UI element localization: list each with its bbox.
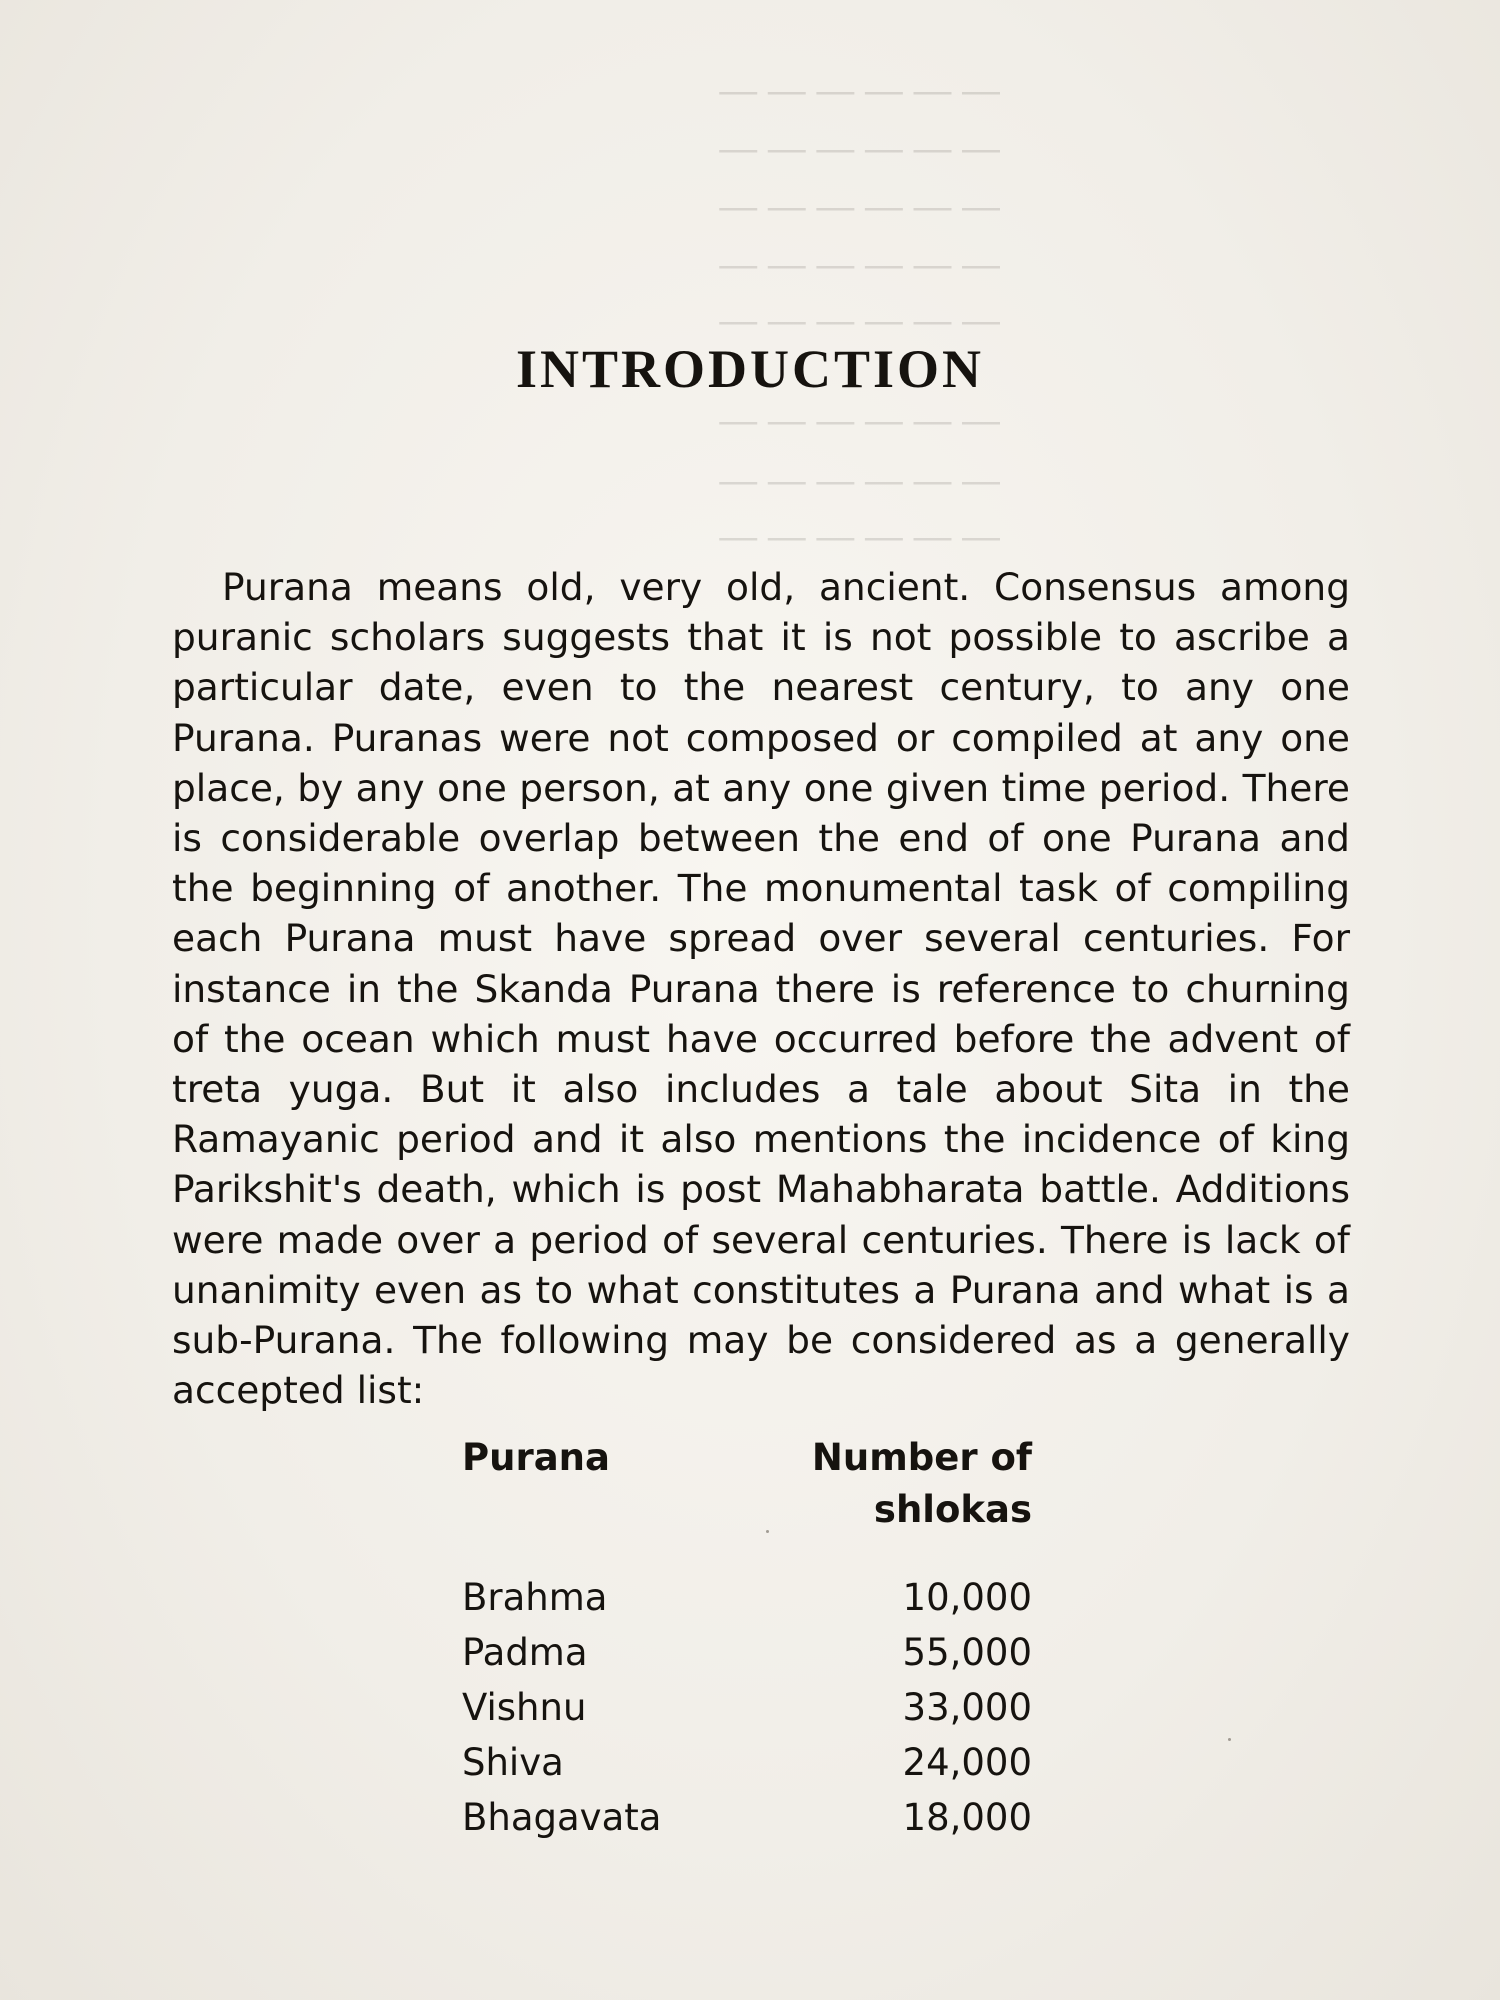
- table-row: [462, 1680, 1032, 1735]
- table-row: [462, 1735, 1032, 1790]
- bleed-through-decoration: — — — — — — — — — — — — — — — — — — — — — — — — — — — — — — — — — — — — — — — — — — — — — — — —: [719, 70, 1000, 558]
- purana-name: Bhagavata: [462, 1796, 662, 1839]
- table-header-row: [462, 1432, 1032, 1570]
- shloka-count: 18,000: [902, 1796, 1032, 1839]
- shloka-count: 10,000: [902, 1576, 1032, 1619]
- paper-speck: [766, 1530, 769, 1533]
- page-title: INTRODUCTION: [515, 339, 985, 399]
- purana-name: Shiva: [462, 1741, 564, 1784]
- purana-name: Padma: [462, 1631, 588, 1674]
- header-number-of-shlokas: Number of shlokas: [811, 1436, 1032, 1531]
- shloka-count: 55,000: [902, 1631, 1032, 1674]
- purana-name: Vishnu: [462, 1686, 587, 1729]
- purana-table: [462, 1432, 1032, 1845]
- table-row: [462, 1625, 1032, 1680]
- paper-speck: [1228, 1738, 1231, 1741]
- shloka-count: 24,000: [902, 1741, 1032, 1784]
- shloka-count: 33,000: [902, 1686, 1032, 1729]
- introduction-paragraph: Purana means old, very old, ancient. Consensus among puranic scholars suggests that it is not possible to ascribe a particular date, even to the nearest century, to any one Purana. Puranas were not composed or compiled at any one place, by any one person, at any one given time period. There is considerable overlap between the end of one Purana and the beginning of another. The monumental task of compiling each Purana must have spread over several centuries. For instance in the Skanda Purana there is reference to churning of the ocean which must have occurred before the advent of treta yuga. But it also includes a tale about Sita in the Ramayanic period and it also mentions the incidence of king Parikshit's death, which is post Mahabharata battle. Additions were made over a period of several centuries. There is lack of unanimity even as to what constitutes a Purana and what is a sub-Purana. The following may be considered as a generally accepted list:: [172, 565, 1350, 1413]
- table-row: [462, 1570, 1032, 1625]
- purana-name: Brahma: [462, 1576, 608, 1619]
- table-row: [462, 1790, 1032, 1845]
- header-purana: Purana: [462, 1436, 610, 1479]
